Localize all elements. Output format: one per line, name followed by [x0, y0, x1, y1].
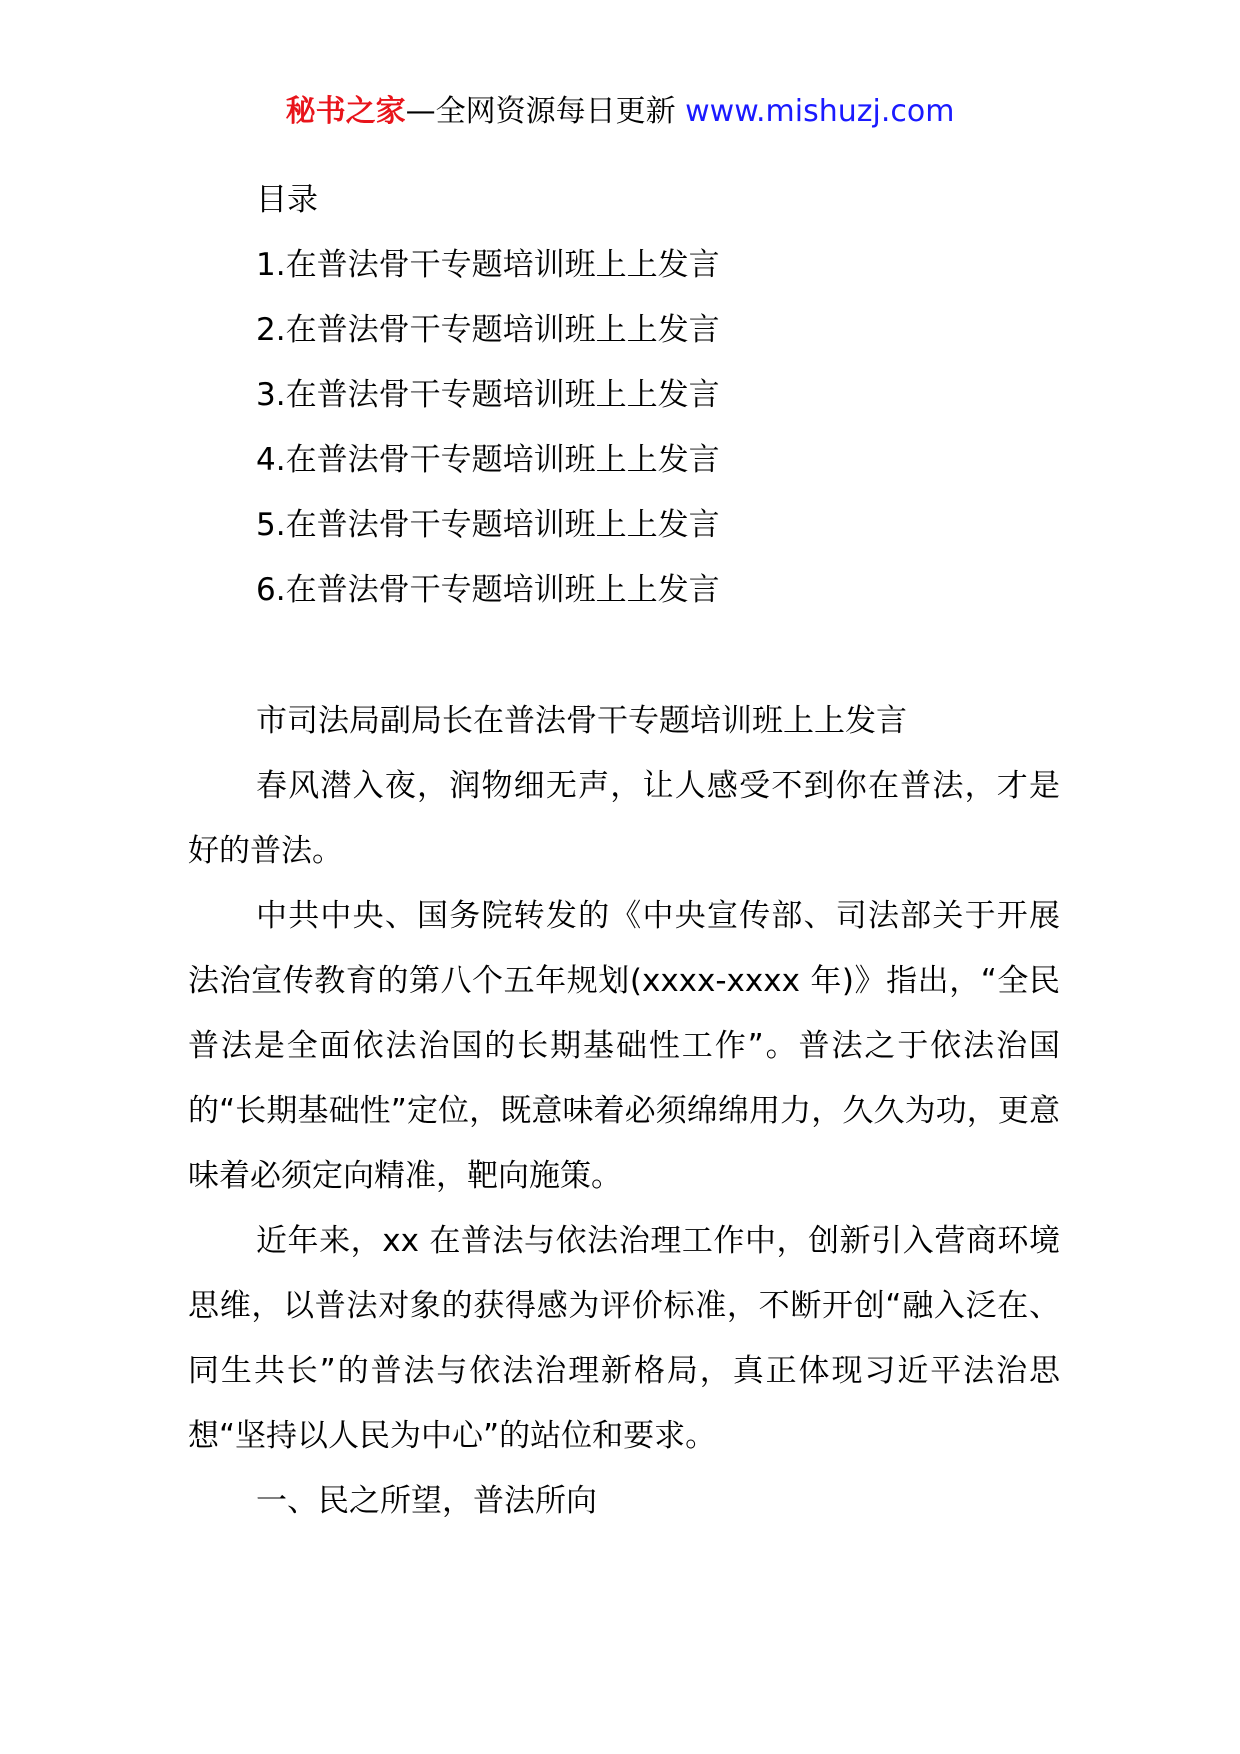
toc-item: 3.在普法骨干专题培训班上上发言	[256, 377, 720, 413]
body-paragraph: 近年来，xx 在普法与依法治理工作中，创新引入营商环境思维，以普法对象的获得感为评价标准，不断开创“融入泛在、同生共长”的普法与依法治理新格局，真正体现习近平法治思想“坚持以人民为中心”的站位和要求。	[188, 1223, 1060, 1454]
toc-item: 1.在普法骨干专题培训班上上发言	[256, 247, 720, 283]
site-url-link[interactable]: www.mishuzj.com	[685, 94, 955, 129]
site-header	[0, 92, 1240, 132]
toc-item: 5.在普法骨干专题培训班上上发言	[256, 507, 720, 543]
section-spacer	[188, 623, 1060, 689]
site-brand: 秘书之家	[285, 94, 406, 129]
body-paragraph: 春风潜入夜，润物细无声，让人感受不到你在普法，才是好的普法。	[188, 768, 1060, 869]
toc-item: 4.在普法骨干专题培训班上上发言	[256, 442, 720, 478]
toc-item: 2.在普法骨干专题培训班上上发言	[256, 312, 720, 348]
speech-title: 市司法局副局长在普法骨干专题培训班上上发言	[256, 703, 907, 739]
site-slogan: —全网资源每日更新	[405, 94, 676, 129]
body-paragraph: 中共中央、国务院转发的《中央宣传部、司法部关于开展法治宣传教育的第八个五年规划(xxxx-xxxx 年)》指出，“全民普法是全面依法治国的长期基础性工作”。普法之于依法治国的“长期基础性”定位，既意味着必须绵绵用力，久久为功，更意味着必须定向精准，靶向施策。	[188, 898, 1060, 1194]
toc-title: 目录	[256, 182, 318, 218]
document-body	[188, 168, 1060, 1534]
toc-item: 6.在普法骨干专题培训班上上发言	[256, 572, 720, 608]
section-heading: 一、民之所望，普法所向	[256, 1483, 597, 1519]
